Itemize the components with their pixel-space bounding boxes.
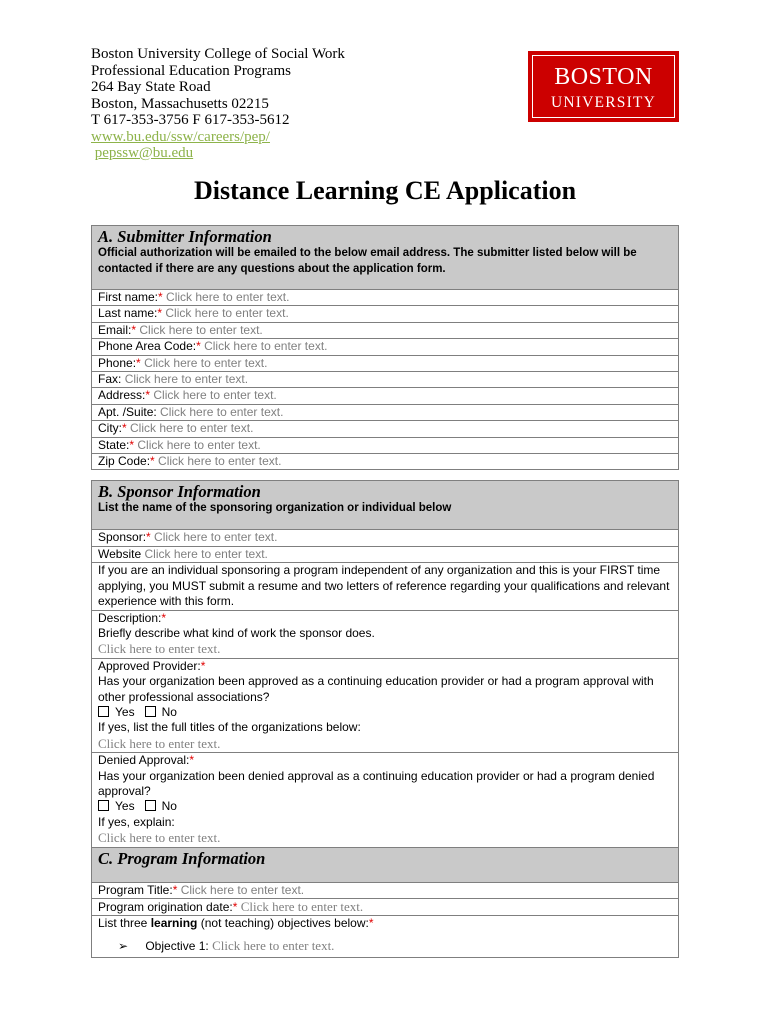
text-input-placeholder[interactable]: Click here to enter text. bbox=[212, 937, 335, 953]
arrow-bullet-icon: ➢ bbox=[118, 938, 129, 953]
no-label: No bbox=[161, 704, 177, 719]
no-label: No bbox=[161, 799, 177, 814]
section-a-title: A. Submitter Information bbox=[98, 227, 272, 246]
text-input-placeholder[interactable]: Click here to enter text. bbox=[166, 290, 290, 304]
field-label: First name: bbox=[98, 290, 159, 304]
field-help-text: Briefly describe what kind of work the sponsor does. bbox=[98, 625, 375, 640]
field-question: Has your organization been denied approval as a continuing education provider or had a program denied approval? bbox=[98, 768, 655, 798]
text-input-placeholder[interactable]: Click here to enter text. bbox=[180, 882, 305, 897]
required-star: * bbox=[200, 658, 206, 673]
field-label: State: bbox=[98, 437, 130, 452]
required-star: * bbox=[368, 916, 374, 931]
required-star: * bbox=[158, 290, 163, 304]
header-address bbox=[91, 46, 345, 162]
field-label: Denied Approval: bbox=[98, 753, 190, 768]
required-star: * bbox=[136, 355, 141, 370]
field-label: Objective 1: bbox=[145, 938, 209, 953]
address-line: 264 Bay State Road bbox=[91, 79, 211, 95]
field-denied-approval bbox=[91, 753, 679, 847]
field-city[interactable] bbox=[91, 421, 679, 437]
field-address[interactable] bbox=[91, 388, 679, 404]
field-label: Phone Area Code: bbox=[98, 339, 197, 354]
field-last-name[interactable] bbox=[91, 306, 679, 322]
field-approved-provider bbox=[91, 659, 679, 753]
section-b-title: B. Sponsor Information bbox=[98, 482, 261, 502]
required-star: * bbox=[131, 322, 137, 337]
field-email[interactable] bbox=[91, 323, 679, 339]
field-website[interactable] bbox=[91, 547, 679, 563]
required-star: * bbox=[172, 882, 178, 897]
no-checkbox[interactable] bbox=[145, 706, 156, 717]
field-label: City: bbox=[98, 421, 122, 436]
required-star: * bbox=[196, 339, 201, 354]
section-a-header bbox=[91, 225, 679, 290]
required-star: * bbox=[122, 421, 127, 436]
field-question: Has your organization been approved as a continuing education provider or had a program approval with other professional associations? bbox=[98, 674, 654, 704]
objectives-text: List three bbox=[98, 916, 148, 931]
address-line: Boston University College of Social Work bbox=[91, 46, 345, 62]
text-input-placeholder[interactable]: Click here to enter text. bbox=[204, 339, 328, 354]
required-star: * bbox=[189, 753, 195, 768]
text-input-placeholder[interactable]: Click here to enter text. bbox=[158, 454, 282, 469]
objectives-text: (not teaching) objectives below: bbox=[200, 916, 369, 931]
required-star: * bbox=[161, 610, 167, 625]
field-phone-area-code[interactable] bbox=[91, 339, 679, 355]
address-line: Professional Education Programs bbox=[91, 62, 291, 79]
field-label: Apt. /Suite: bbox=[98, 404, 157, 419]
yes-checkbox[interactable] bbox=[98, 706, 109, 717]
field-program-origination-date[interactable] bbox=[91, 899, 679, 916]
field-label: Description: bbox=[98, 610, 162, 625]
yes-checkbox[interactable] bbox=[98, 800, 109, 811]
text-input-placeholder[interactable]: Click here to enter text. bbox=[160, 404, 284, 419]
text-input-placeholder[interactable]: Click here to enter text. bbox=[153, 388, 277, 403]
text-input-placeholder[interactable]: Click here to enter text. bbox=[154, 530, 278, 545]
text-input-placeholder[interactable]: Click here to enter text. bbox=[137, 437, 261, 452]
required-star: * bbox=[150, 454, 155, 469]
website-link[interactable]: www.bu.edu/ssw/careers/pep/ bbox=[91, 128, 270, 145]
text-input-placeholder[interactable]: Click here to enter text. bbox=[130, 421, 254, 436]
address-line: Boston, Massachusetts 02215 bbox=[91, 95, 269, 112]
field-learning-objectives bbox=[91, 916, 679, 958]
field-label: Approved Provider: bbox=[98, 658, 201, 673]
text-input-placeholder[interactable]: Click here to enter text. bbox=[144, 355, 268, 370]
date-input-placeholder[interactable]: Click here to enter text. bbox=[240, 899, 364, 914]
no-checkbox[interactable] bbox=[145, 800, 156, 811]
field-apt-suite[interactable] bbox=[91, 405, 679, 421]
field-description[interactable] bbox=[91, 611, 679, 659]
field-label: Program origination date: bbox=[98, 900, 233, 914]
field-label: Last name: bbox=[98, 306, 158, 321]
text-input-placeholder[interactable]: Click here to enter text. bbox=[124, 372, 249, 387]
section-a-description: Official authorization will be emailed to the below email address. The submitter listed below will be contacted if there are any questions about the application form. bbox=[98, 247, 637, 275]
field-label: Phone: bbox=[98, 355, 137, 370]
field-state[interactable] bbox=[91, 438, 679, 454]
field-label: Email: bbox=[98, 322, 132, 337]
section-b-description: List the name of the sponsoring organization or individual below bbox=[98, 502, 452, 515]
page-title: Distance Learning CE Application bbox=[193, 176, 577, 205]
field-label: Address: bbox=[98, 388, 146, 403]
required-star: * bbox=[232, 900, 238, 914]
phone-fax-line: T 617-353-3756 F 617-353-5612 bbox=[91, 112, 290, 128]
email-link[interactable]: pepssw@bu.edu bbox=[94, 145, 194, 161]
text-input-placeholder[interactable]: Click here to enter text. bbox=[98, 830, 221, 846]
text-input-placeholder[interactable]: Click here to enter text. bbox=[165, 306, 289, 321]
section-c-title: C. Program Information bbox=[98, 848, 266, 868]
field-label: Fax: bbox=[98, 372, 122, 387]
application-form bbox=[91, 225, 679, 958]
required-star: * bbox=[146, 530, 151, 545]
required-star: * bbox=[129, 437, 135, 452]
field-followup: If yes, explain: bbox=[98, 814, 175, 829]
individual-sponsor-note: If you are an individual sponsoring a program independent of any organization and this is your FIRST time applying, you MUST submit a resume and two letters of reference regarding your qualifications and relevant experience with this form. bbox=[91, 563, 679, 610]
field-phone[interactable] bbox=[91, 356, 679, 372]
logo-line-2: UNIVERSITY bbox=[551, 94, 656, 111]
section-c-header bbox=[91, 848, 679, 883]
boston-university-logo bbox=[528, 51, 679, 122]
field-first-name[interactable] bbox=[91, 290, 679, 306]
yes-label: Yes bbox=[115, 799, 135, 814]
yes-label: Yes bbox=[115, 704, 135, 719]
field-fax[interactable] bbox=[91, 372, 679, 388]
section-b-header bbox=[91, 480, 679, 530]
text-input-placeholder[interactable]: Click here to enter text. bbox=[144, 546, 268, 561]
field-followup: If yes, list the full titles of the organizations below: bbox=[98, 720, 361, 735]
logo-border bbox=[532, 55, 675, 118]
field-program-title[interactable] bbox=[91, 883, 679, 899]
required-star: * bbox=[157, 306, 163, 321]
field-label: Website bbox=[98, 546, 142, 561]
field-label: Zip Code: bbox=[98, 454, 151, 469]
field-sponsor[interactable] bbox=[91, 530, 679, 546]
required-star: * bbox=[145, 388, 151, 403]
field-label: Sponsor: bbox=[98, 530, 147, 545]
logo-line-1: BOSTON bbox=[554, 64, 653, 90]
field-label: Program Title: bbox=[98, 882, 173, 897]
objectives-emphasis: learning bbox=[150, 916, 198, 931]
text-input-placeholder[interactable]: Click here to enter text. bbox=[139, 322, 263, 337]
field-zip-code[interactable] bbox=[91, 454, 679, 470]
text-input-placeholder[interactable]: Click here to enter text. bbox=[98, 735, 221, 751]
text-input-placeholder[interactable]: Click here to enter text. bbox=[98, 641, 221, 657]
